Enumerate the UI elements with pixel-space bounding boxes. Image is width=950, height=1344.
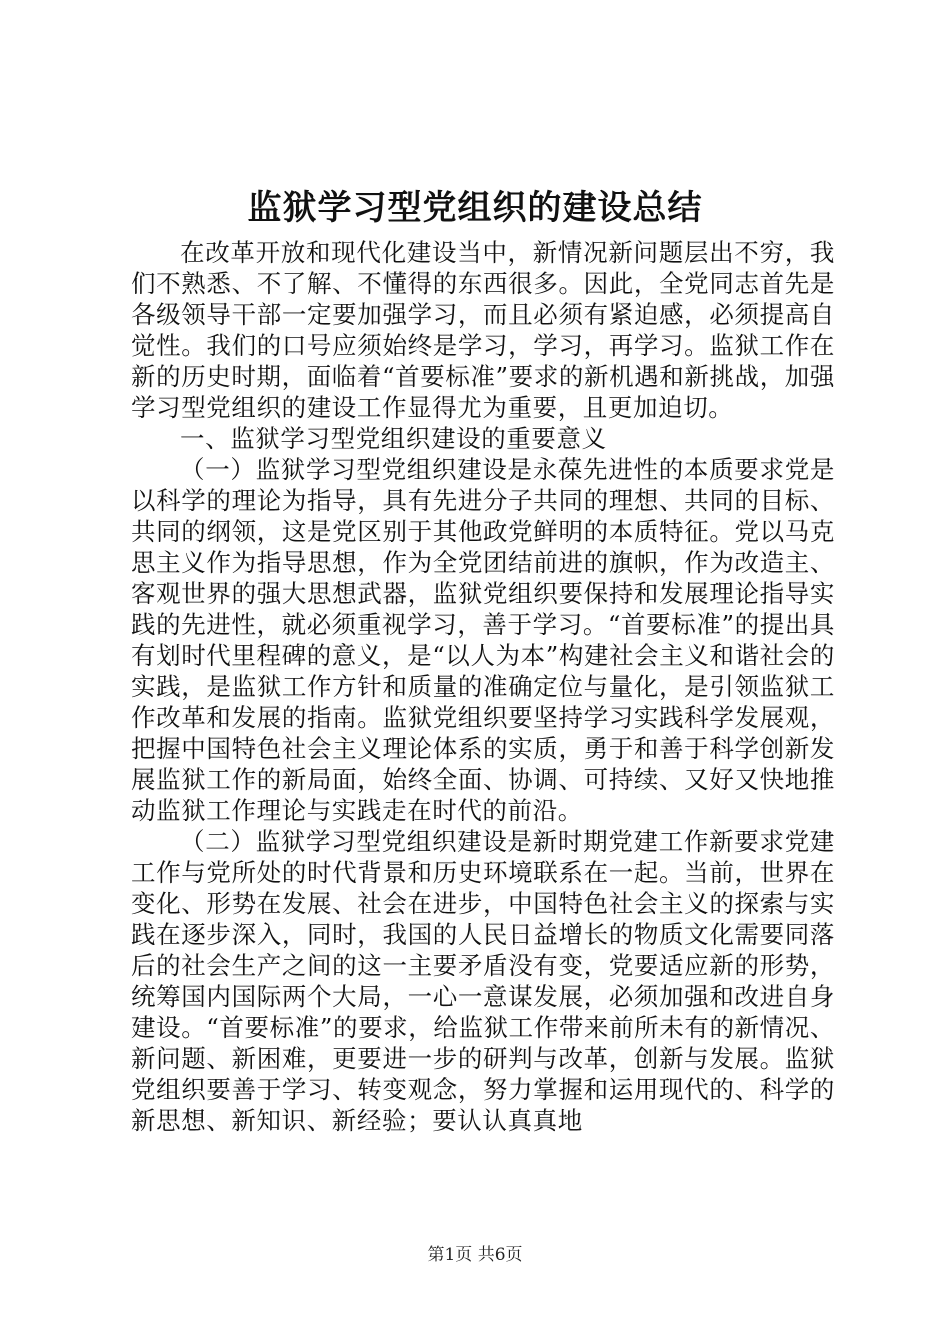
page-footer: 第1页 共6页: [427, 1245, 523, 1265]
subsection-paragraph-2: （二）监狱学习型党组织建设是新时期党建工作新要求党建工作与党所处的时代背景和历史环境联系在一起。当前，世界在变化、形势在发展、社会在进步，中国特色社会主义的探索与实践在逐步深入，同时，我国的人民日益增长的物质文化需要同落后的社会生产之间的这一主要矛盾没有变，党要适应新的形势，统筹国内国际两个大局，一心一意谋发展，必须加强和改进自身建设。“首要标准”的要求，给监狱工作带来前所未有的新情况、新问题、新困难，更要进一步的研判与改革，创新与发展。监狱党组织要善于学习、转变观念，努力掌握和运用现代的、科学的新思想、新知识、新经验；要认认真真地: [131, 827, 835, 1135]
intro-paragraph: 在改革开放和现代化建设当中，新情况新问题层出不穷，我们不熟悉、不了解、不懂得的东西很多。因此，全党同志首先是各级领导干部一定要加强学习，而且必须有紧迫感，必须提高自觉性。我们的口号应须始终是学习，学习，再学习。监狱工作在新的历史时期，面临着“首要标准”要求的新机遇和新挑战，加强学习型党组织的建设工作显得尤为重要，且更加迫切。: [131, 238, 835, 422]
document-body: [131, 237, 835, 1136]
section-heading: 一、监狱学习型党组织建设的重要意义: [180, 424, 607, 453]
subsection-paragraph-1: （一）监狱学习型党组织建设是永葆先进性的本质要求党是以科学的理论为指导，具有先进分子共同的理想、共同的目标、共同的纲领，这是党区别于其他政党鲜明的本质特征。党以马克思主义作为指导思想，作为全党团结前进的旗帜，作为改造主、客观世界的强大思想武器，监狱党组织要保持和发展理论指导实践的先进性，就必须重视学习，善于学习。“首要标准”的提出具有划时代里程碑的意义，是“以人为本”构建社会主义和谐社会的实践，是监狱工作方针和质量的准确定位与量化，是引领监狱工作改革和发展的指南。监狱党组织要坚持学习实践科学发展观，把握中国特色社会主义理论体系的实质，勇于和善于科学创新发展监狱工作的新局面，始终全面、协调、可持续、又好又快地推动监狱工作理论与实践走在时代的前沿。: [131, 455, 835, 825]
document-title: 监狱学习型党组织的建设总结: [247, 188, 703, 228]
